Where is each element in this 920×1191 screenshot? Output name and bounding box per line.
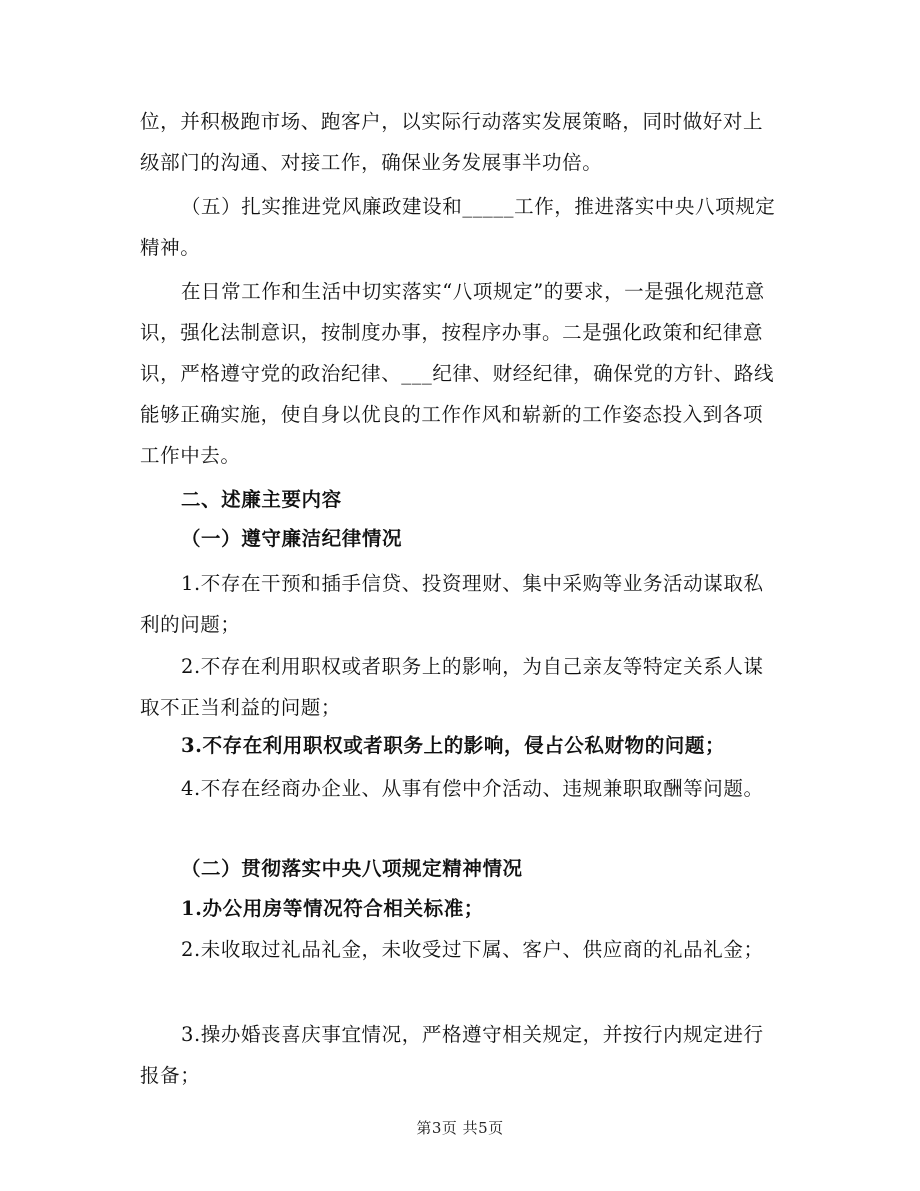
list-item-rules-3: 3.操办婚丧喜庆事宜情况，严格遵守相关规定，并按行内规定进行报备； <box>140 1023 764 1087</box>
heading-eight-rules-implementation: （二）贯彻落实中央八项规定精神情况 <box>180 857 523 880</box>
list-item-integrity-2: 2.不存在利用职权或者职务上的影响，为自己亲友等特定关系人谋取不正当利益的问题； <box>140 655 764 719</box>
heading-main-content: 二、述廉主要内容 <box>180 488 342 511</box>
list-item-integrity-3: 3.不存在利用职权或者职务上的影响，侵占公私财物的问题； <box>180 734 726 757</box>
list-item-integrity-4: 4.不存在经商办企业、从事有偿中介活动、违规兼职取酬等问题。 <box>180 777 764 800</box>
heading-integrity-discipline: （一）遵守廉洁纪律情况 <box>180 527 403 550</box>
paragraph-section-five: （五）扎实推进党风廉政建设和_____工作，推进落实中央八项规定精神。 <box>140 195 776 259</box>
paragraph-eight-rules: 在日常工作和生活中切实落实“八项规定”的要求，一是强化规范意识，强化法制意识，按制度办事，按程序办事。二是强化政策和纪律意识，严格遵守党的政治纪律、___纪律、财经纪律，确保党的方针、路线能够正确实施，使自身以优良的工作作风和崭新的工作姿态投入到各项工作中去。 <box>140 280 775 467</box>
list-item-rules-1: 1.办公用房等情况符合相关标准； <box>180 897 484 920</box>
page-number-footer: 第3页 共5页 <box>416 1119 504 1137</box>
list-item-integrity-1: 1.不存在干预和插手信贷、投资理财、集中采购等业务活动谋取私利的问题； <box>140 572 764 636</box>
list-item-rules-2: 2.未收取过礼品礼金，未收受过下属、客户、供应商的礼品礼金； <box>180 938 764 961</box>
paragraph-continuation: 位，并积极跑市场、跑客户，以实际行动落实发展策略，同时做好对上级部门的沟通、对接工作，确保业务发展事半功倍。 <box>140 110 764 174</box>
